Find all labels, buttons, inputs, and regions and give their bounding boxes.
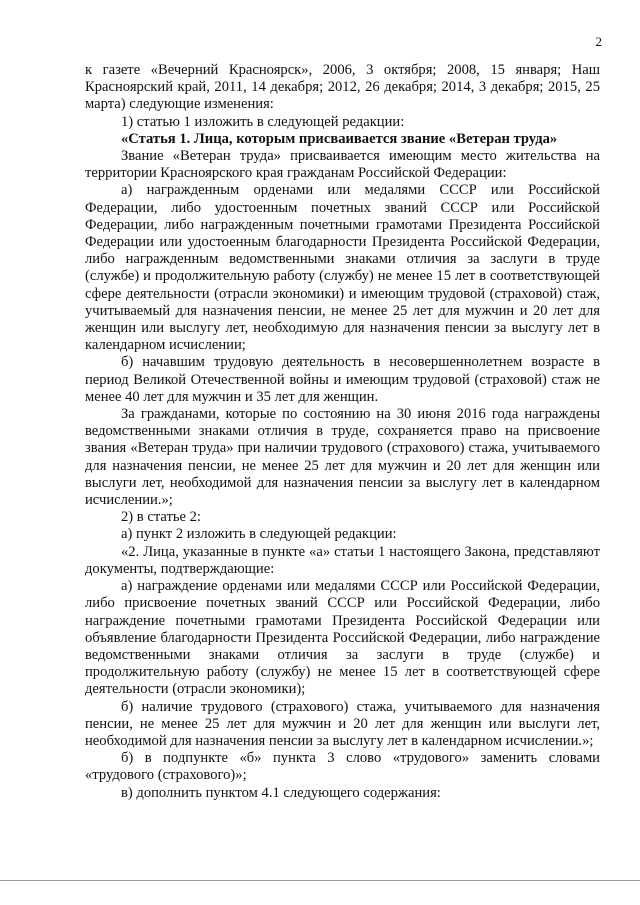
document-body: [85, 62, 600, 802]
page-number: 2: [595, 34, 602, 49]
paragraph: 2) в статье 2:: [121, 509, 201, 526]
paragraph: а) награждение орденами или медалями СССР или Российской Федерации, либо присвоение почетных званий СССР или Российской Федерации, либо награждение почетными грамотами Президента Российской Федерации или объявление благодарности Президента Российской Федерации, либо награждение ведомственными знаками отличия за заслуги в труде (службе) и продолжительную работу (службу) не менее 15 лет в соответствующей сфере деятельности (отрасли экономики);: [85, 578, 600, 698]
paragraph: б) в подпункте «б» пункта 3 слово «трудового» заменить словами «трудового (страхового)»;: [85, 750, 600, 784]
paragraph: б) начавшим трудовую деятельность в несовершеннолетнем возрасте в период Великой Отечественной войны и имеющим трудовой (страховой) стаж не менее 40 лет для мужчин и 35 лет для женщин.: [85, 354, 600, 405]
article-heading: «Статья 1. Лица, которым присваивается звание «Ветеран труда»: [121, 130, 558, 147]
paragraph: б) наличие трудового (страхового) стажа, учитываемого для назначения пенсии, не менее 25 лет для мужчин и 20 лет для женщин или выслуги лет, необходимой для назначения пенсии за выслугу лет в календарном исчислении.»;: [85, 698, 600, 749]
paragraph: Звание «Ветеран труда» присваивается имеющим место жительства на территории Красноярского края гражданам Российской Федерации:: [85, 148, 600, 182]
paragraph: к газете «Вечерний Красноярск», 2006, 3 октября; 2008, 15 января; Наш Красноярский край, 2011, 14 декабря; 2012, 26 декабря; 2014, 3 декабря; 2015, 25 марта) следующие изменения:: [85, 62, 600, 113]
paragraph: 1) статью 1 изложить в следующей редакции:: [121, 113, 405, 130]
paragraph: в) дополнить пунктом 4.1 следующего содержания:: [121, 784, 441, 801]
paragraph: «2. Лица, указанные в пункте «а» статьи 1 настоящего Закона, представляют документы, подтверждающие:: [85, 543, 600, 577]
paragraph: За гражданами, которые по состоянию на 30 июня 2016 года награждены ведомственными знаками отличия в труде, сохраняется право на присвоение звания «Ветеран труда» при наличии трудового (страхового) стажа, учитываемого для назначения пенсии, не менее 25 лет для мужчин и 20 лет для женщин или выслуги лет, необходимой для назначения пенсии за выслугу лет в календарном исчислении.»;: [85, 406, 600, 509]
paragraph: а) награжденным орденами или медалями СССР или Российской Федерации, либо удостоенным почетных званий СССР или Российской Федерации, либо награжденным почетными грамотами Президента Российской Федерации или удостоенным благодарности Президента Российской Федерации, либо награжденным ведомственными знаками отличия за заслуги в труде (службе) и продолжительную работу (службу) не менее 15 лет в соответствующей сфере деятельности (отрасли экономики) и имеющим трудовой (страховой) стаж, учитываемый для назначения пенсии, не менее 25 лет для мужчин и 20 лет для женщин или выслугу лет, необходимую для назначения пенсии за выслугу лет в календарном исчислении;: [85, 182, 600, 354]
paragraph: а) пункт 2 изложить в следующей редакции:: [121, 526, 397, 543]
bottom-divider: [0, 880, 640, 881]
